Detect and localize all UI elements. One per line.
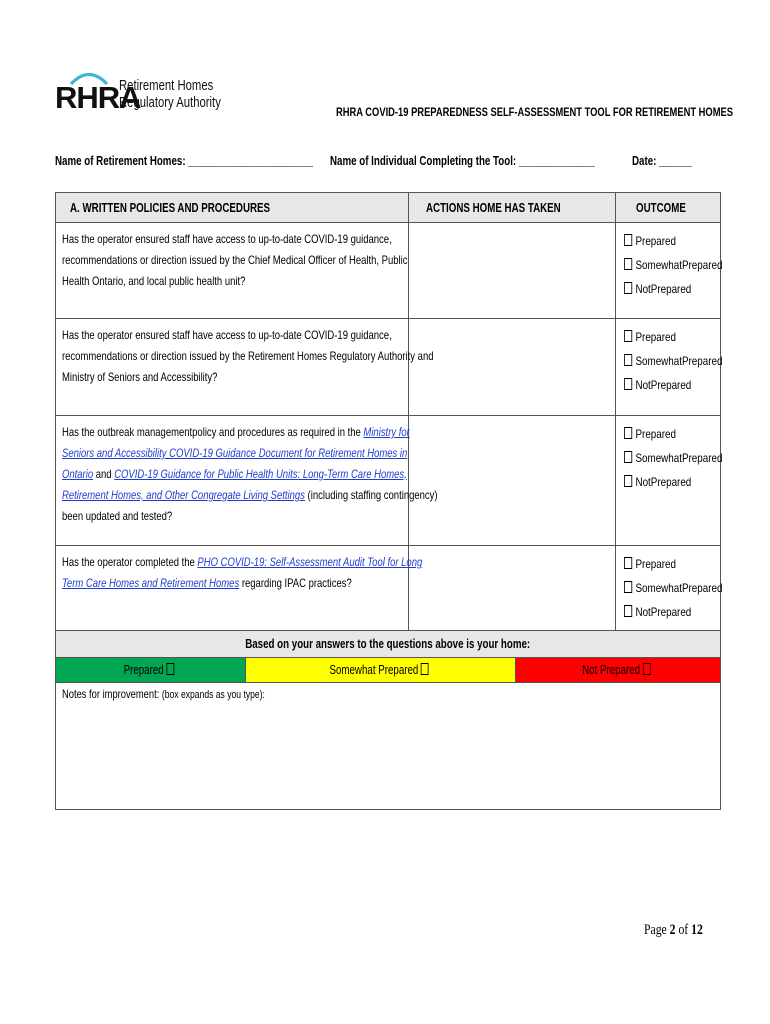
option-label: Prepared xyxy=(635,427,676,441)
outcome-cell-2 xyxy=(616,319,721,416)
question-text: Has the operator completed the xyxy=(62,555,198,569)
question-text: Has the outbreak managementpolicy and procedures as required in the xyxy=(62,425,364,439)
question-text: been updated and tested? xyxy=(62,509,173,523)
rating-prepared[interactable] xyxy=(56,658,246,683)
logo-text xyxy=(119,78,250,112)
outcome-header-text: OUTCOME xyxy=(636,200,686,215)
actions-cell-3[interactable] xyxy=(409,416,616,546)
rating-label: Somewhat Prepared xyxy=(329,663,419,677)
option-label: NotPrepared xyxy=(635,475,692,489)
public-health-guidance-link[interactable]: COVID-19 Guidance for Public Health Units: Long-Term Care Homes, xyxy=(114,467,407,481)
option-prepared[interactable] xyxy=(624,422,703,446)
option-label: Prepared xyxy=(635,234,676,248)
logo-line-2: Regulatory Authority xyxy=(119,95,221,111)
summary-text: Based on your answers to the questions above is your home: xyxy=(245,637,531,651)
rating-label: Prepared xyxy=(123,663,164,677)
question-text: Has the operator ensured staff have access to up-to-date COVID-19 guidance, xyxy=(62,232,392,246)
option-label: Prepared xyxy=(635,557,676,571)
checkbox-icon[interactable] xyxy=(624,475,632,487)
option-prepared[interactable] xyxy=(624,325,703,349)
checkbox-icon[interactable] xyxy=(643,663,651,675)
actions-header-text: ACTIONS HOME HAS TAKEN xyxy=(425,200,561,215)
question-text: and xyxy=(93,467,115,481)
option-label: Prepared xyxy=(635,330,676,344)
guidance-document-link[interactable]: Ontario xyxy=(62,467,94,481)
checkbox-icon[interactable] xyxy=(624,354,632,366)
summary-cell xyxy=(56,631,721,658)
table-row xyxy=(56,546,721,636)
section-header xyxy=(56,193,409,223)
table-row xyxy=(56,319,721,416)
logo-wordmark: RHRA xyxy=(55,80,141,115)
rating-row xyxy=(56,658,721,683)
page-current: 2 xyxy=(669,922,676,938)
checkbox-icon[interactable] xyxy=(624,282,632,294)
rating-somewhat-prepared[interactable] xyxy=(246,658,516,683)
document-title-text: RHRA COVID-19 PREPAREDNESS SELF-ASSESSMENT TOOL FOR RETIREMENT HOMES xyxy=(336,105,733,119)
option-label: NotPrepared xyxy=(635,605,692,619)
notes-hint: (box expands as you type): xyxy=(161,689,265,701)
option-label: SomewhatPrepared xyxy=(635,581,723,595)
question-text: Health Ontario, and local public health unit? xyxy=(62,274,246,288)
option-label: SomewhatPrepared xyxy=(635,258,723,272)
option-somewhat-prepared[interactable] xyxy=(624,253,723,277)
question-text: Ministry of Seniors and Accessibility? xyxy=(62,370,218,384)
option-somewhat-prepared[interactable] xyxy=(624,349,723,373)
summary-row xyxy=(56,631,721,658)
question-4 xyxy=(56,546,423,636)
checkbox-icon[interactable] xyxy=(624,378,632,390)
checkbox-icon[interactable] xyxy=(421,663,429,675)
question-1 xyxy=(56,223,409,319)
audit-tool-link[interactable]: Term Care Homes and Retirement Homes xyxy=(62,576,240,590)
guidance-document-link[interactable]: Seniors and Accessibility COVID-19 Guidance Document for Retirement Homes in xyxy=(62,446,408,460)
question-2 xyxy=(56,319,434,416)
checkbox-icon[interactable] xyxy=(624,451,632,463)
actions-cell-4[interactable] xyxy=(409,546,616,636)
option-not-prepared[interactable] xyxy=(624,470,703,494)
checkbox-icon[interactable] xyxy=(624,581,632,593)
table-row xyxy=(56,416,721,546)
outcome-header xyxy=(616,193,721,223)
actions-header xyxy=(409,193,616,223)
page-prefix: Page xyxy=(644,922,670,938)
document-title xyxy=(336,105,770,119)
outcome-cell-1 xyxy=(616,223,721,319)
question-text: recommendations or direction issued by the Retirement Homes Regulatory Authority and xyxy=(62,349,434,363)
question-text: (including staffing contingency) xyxy=(304,488,438,502)
option-label: SomewhatPrepared xyxy=(635,354,723,368)
question-3 xyxy=(56,416,438,546)
rating-not-prepared[interactable] xyxy=(516,658,721,683)
date-field[interactable] xyxy=(632,154,708,168)
page-total: 12 xyxy=(691,922,703,938)
question-text: Has the operator ensured staff have access to up-to-date COVID-19 guidance, xyxy=(62,328,392,342)
actions-cell-1[interactable] xyxy=(409,223,616,319)
notes-row xyxy=(56,683,721,810)
option-not-prepared[interactable] xyxy=(624,600,703,624)
checkbox-icon[interactable] xyxy=(624,258,632,270)
option-prepared[interactable] xyxy=(624,552,703,576)
option-somewhat-prepared[interactable] xyxy=(624,576,723,600)
table-header-row xyxy=(56,193,721,223)
guidance-document-link[interactable]: Ministry for xyxy=(363,425,410,439)
question-text: recommendations or direction issued by the Chief Medical Officer of Health, Public xyxy=(62,253,408,267)
rating-label: Not Prepared xyxy=(582,663,641,677)
option-not-prepared[interactable] xyxy=(624,373,703,397)
assessment-table xyxy=(55,192,721,636)
section-header-text: A. WRITTEN POLICIES AND PROCEDURES xyxy=(70,200,271,215)
home-name-label: Name of Retirement Homes: _______________________ xyxy=(55,154,314,168)
notes-label: Notes for improvement: xyxy=(62,687,160,701)
question-text: regarding IPAC practices? xyxy=(239,576,352,590)
individual-name-field[interactable] xyxy=(330,154,669,168)
actions-cell-2[interactable] xyxy=(409,319,616,416)
option-prepared[interactable] xyxy=(624,229,703,253)
checkbox-icon[interactable] xyxy=(624,234,632,246)
rating-table xyxy=(55,630,721,810)
option-label: NotPrepared xyxy=(635,282,692,296)
audit-tool-link[interactable]: PHO COVID-19: Self-Assessment Audit Tool for Long xyxy=(197,555,423,569)
option-label: SomewhatPrepared xyxy=(635,451,723,465)
page-of: of xyxy=(675,922,692,938)
checkbox-icon[interactable] xyxy=(166,663,174,675)
checkbox-icon[interactable] xyxy=(624,427,632,439)
public-health-guidance-link[interactable]: Retirement Homes, and Other Congregate Living Settings xyxy=(62,488,305,502)
option-somewhat-prepared[interactable] xyxy=(624,446,723,470)
notes-field[interactable] xyxy=(56,683,721,810)
individual-name-label: Name of Individual Completing the Tool: ______________ xyxy=(330,154,595,168)
checkbox-icon[interactable] xyxy=(624,557,632,569)
outcome-cell-4 xyxy=(616,546,721,636)
option-not-prepared[interactable] xyxy=(624,277,703,301)
outcome-cell-3 xyxy=(616,416,721,546)
rhra-logo xyxy=(55,68,225,120)
checkbox-icon[interactable] xyxy=(624,330,632,342)
date-label: Date: ______ xyxy=(632,154,692,168)
checkbox-icon[interactable] xyxy=(624,605,632,617)
logo-line-1: Retirement Homes xyxy=(119,78,214,94)
page-number xyxy=(644,922,719,939)
option-label: NotPrepared xyxy=(635,378,692,392)
table-row xyxy=(56,223,721,319)
